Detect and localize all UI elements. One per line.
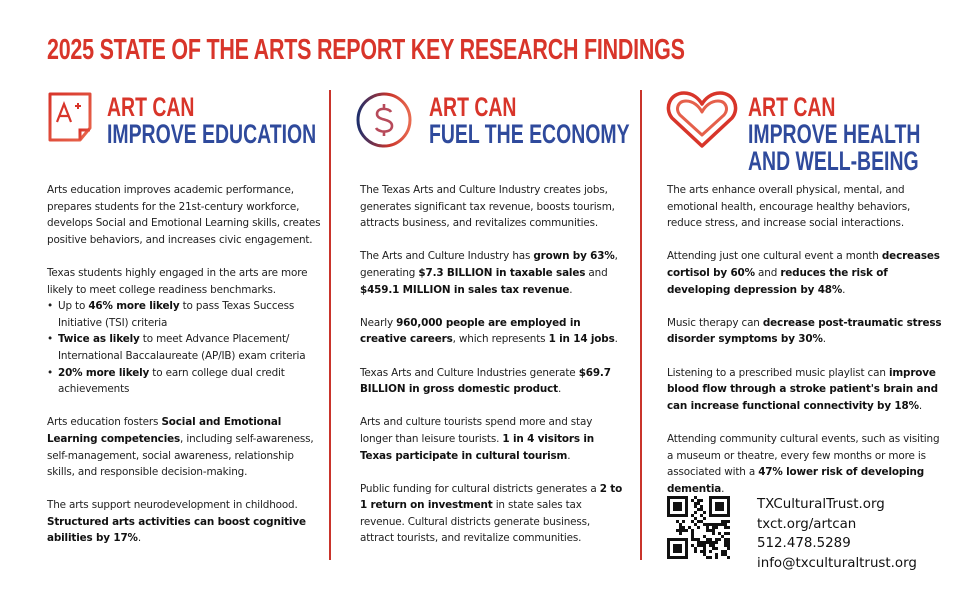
health-body: [667, 182, 942, 514]
body-text: Public funding for cultural districts generates a: [360, 482, 600, 495]
highlight-text: 2 to 1 return on investment: [360, 482, 623, 512]
body-text: The arts support neurodevelopment in childhood.: [47, 499, 298, 512]
list-item: [47, 365, 322, 398]
heading-line-2: IMPROVE EDUCATION: [107, 119, 317, 149]
body-text: .: [557, 383, 562, 396]
health-heading: [748, 94, 920, 175]
body-text: to earn college dual credit achievements: [58, 366, 285, 396]
qr-code[interactable]: [667, 496, 741, 560]
heading-line-1: ART CAN: [107, 92, 195, 122]
highlight-text: 1 in 4 visitors in Texas participate in cultural tourism: [360, 432, 595, 462]
body-text: Listening to a prescribed music playlist can: [667, 366, 889, 379]
body-text: Music therapy can: [667, 316, 763, 329]
body-text: .: [614, 333, 618, 346]
body-text: to meet Advance Placement/ International Baccalaureate (AP/IB) exam criteria: [58, 333, 306, 362]
body-text: Attending just one cultural event a month: [667, 250, 882, 263]
highlight-text: reduces the risk of developing depression by 48%: [667, 266, 888, 296]
short-url-link[interactable]: txct.org/artcan: [757, 516, 857, 532]
body-text: .: [822, 333, 826, 346]
highlight-text: 47% lower risk of developing dementia: [667, 466, 925, 495]
heart-icon: [666, 90, 738, 150]
highlight-text: 960,000 people are employed in creative careers: [360, 316, 581, 346]
a-plus-grade-icon: [47, 92, 93, 142]
heading-line-2: IMPROVE HEALTH: [748, 119, 921, 149]
highlight-text: improve blood flow through a stroke patient's brain and can increase functional connectivity by 18%: [667, 366, 938, 412]
body-text: Texas Arts and Culture Industries generate: [360, 366, 579, 379]
email-link[interactable]: info@txculturaltrust.org: [757, 555, 917, 571]
paragraph: [667, 365, 942, 415]
body-text: Arts and culture tourists spend more and stay longer than leisure tourists.: [360, 416, 593, 445]
body-text: to pass Texas Success Initiative (TSI) criteria: [58, 300, 295, 329]
paragraph: [47, 265, 322, 298]
website-link[interactable]: TXCulturalTrust.org: [757, 497, 885, 512]
phone-number[interactable]: 512.478.5289: [757, 536, 851, 551]
body-text: The arts enhance overall physical, mental, and emotional health, encourage healthy behaviors, reduce stress, and increase social interactions.: [667, 184, 911, 230]
paragraph: [667, 182, 942, 232]
highlight-text: 20% more likely: [58, 366, 150, 379]
body-text: and: [585, 266, 608, 279]
education-body: [47, 182, 322, 564]
paragraph: [360, 315, 625, 348]
highlight-text: decreases cortisol by 60%: [667, 250, 940, 279]
body-text: .: [569, 283, 573, 296]
list-item: [47, 298, 322, 331]
dollar-coin-icon: [355, 91, 413, 149]
body-text: Attending community cultural events, such as visiting a museum or theatre, every few months or more is associated with a: [667, 432, 940, 479]
column-divider: [329, 90, 331, 560]
body-text: in state sales tax revenue. Cultural districts generate business, attract tourists, and revitalize communities.: [360, 499, 591, 545]
heading-line-2: FUEL THE ECONOMY: [429, 119, 630, 149]
heading-line-3: AND WELL-BEING: [748, 146, 919, 176]
highlight-text: $69.7 BILLION in gross domestic product: [360, 366, 611, 396]
highlight-text: Structured arts activities can boost cognitive abilities by 17%: [47, 515, 306, 545]
bullet-list: [47, 298, 322, 398]
heading-line-1: ART CAN: [748, 92, 836, 122]
paragraph: [47, 182, 322, 248]
body-text: , including self-awareness, self-management, social awareness, relationship skills, and responsible decision-making.: [47, 432, 314, 479]
page-title: 2025 STATE OF THE ARTS REPORT KEY RESEARCH FINDINGS: [47, 34, 685, 66]
column-divider: [640, 90, 642, 560]
body-text: The Arts and Culture Industry has: [360, 250, 534, 263]
body-text: Nearly: [360, 316, 397, 329]
paragraph: [360, 248, 625, 298]
economy-heading: [429, 94, 630, 148]
body-text: Texas students highly engaged in the arts are more likely to meet college readiness benchmarks.: [47, 266, 308, 296]
highlight-text: Social and Emotional Learning competencies: [47, 416, 282, 445]
body-text: Arts education fosters: [47, 416, 162, 429]
body-text: .: [842, 283, 846, 296]
body-text: and: [754, 266, 781, 279]
highlight-text: $7.3 BILLION in taxable sales: [418, 266, 586, 279]
body-text: Arts education improves academic performance, prepares students for the 21st-century workforce, develops Social and Emotional Learning skills, creates positive behaviors, and increases civic engagement.: [47, 184, 321, 246]
paragraph: [667, 248, 942, 298]
highlight-text: Twice as likely: [58, 333, 140, 346]
paragraph: [667, 315, 942, 348]
contact-info: [757, 495, 917, 573]
heading-line-1: ART CAN: [429, 92, 517, 122]
body-text: Up to: [58, 300, 89, 313]
body-text: .: [721, 482, 725, 495]
highlight-text: $459.1 MILLION in sales tax revenue: [360, 283, 570, 296]
paragraph: [360, 481, 625, 547]
highlight-text: decrease post-traumatic stress disorder symptoms by 30%: [667, 316, 942, 346]
highlight-text: 46% more likely: [88, 300, 180, 313]
paragraph: [47, 497, 322, 547]
economy-body: [360, 182, 625, 564]
paragraph: [360, 365, 625, 398]
highlight-text: 1 in 14 jobs: [548, 333, 615, 346]
body-text: , which represents: [452, 333, 549, 346]
body-text: , generating: [360, 250, 618, 279]
body-text: .: [137, 532, 141, 545]
paragraph: [47, 414, 322, 480]
body-text: .: [567, 449, 571, 462]
paragraph: [667, 431, 942, 497]
paragraph: [360, 414, 625, 464]
highlight-text: grown by 63%: [533, 250, 615, 263]
paragraph: [360, 182, 625, 232]
body-text: The Texas Arts and Culture Industry creates jobs, generates significant tax revenue, boosts tourism, attracts business, and revitalizes communities.: [360, 184, 615, 230]
body-text: .: [918, 399, 922, 412]
education-heading: [107, 94, 316, 148]
list-item: [47, 331, 322, 364]
